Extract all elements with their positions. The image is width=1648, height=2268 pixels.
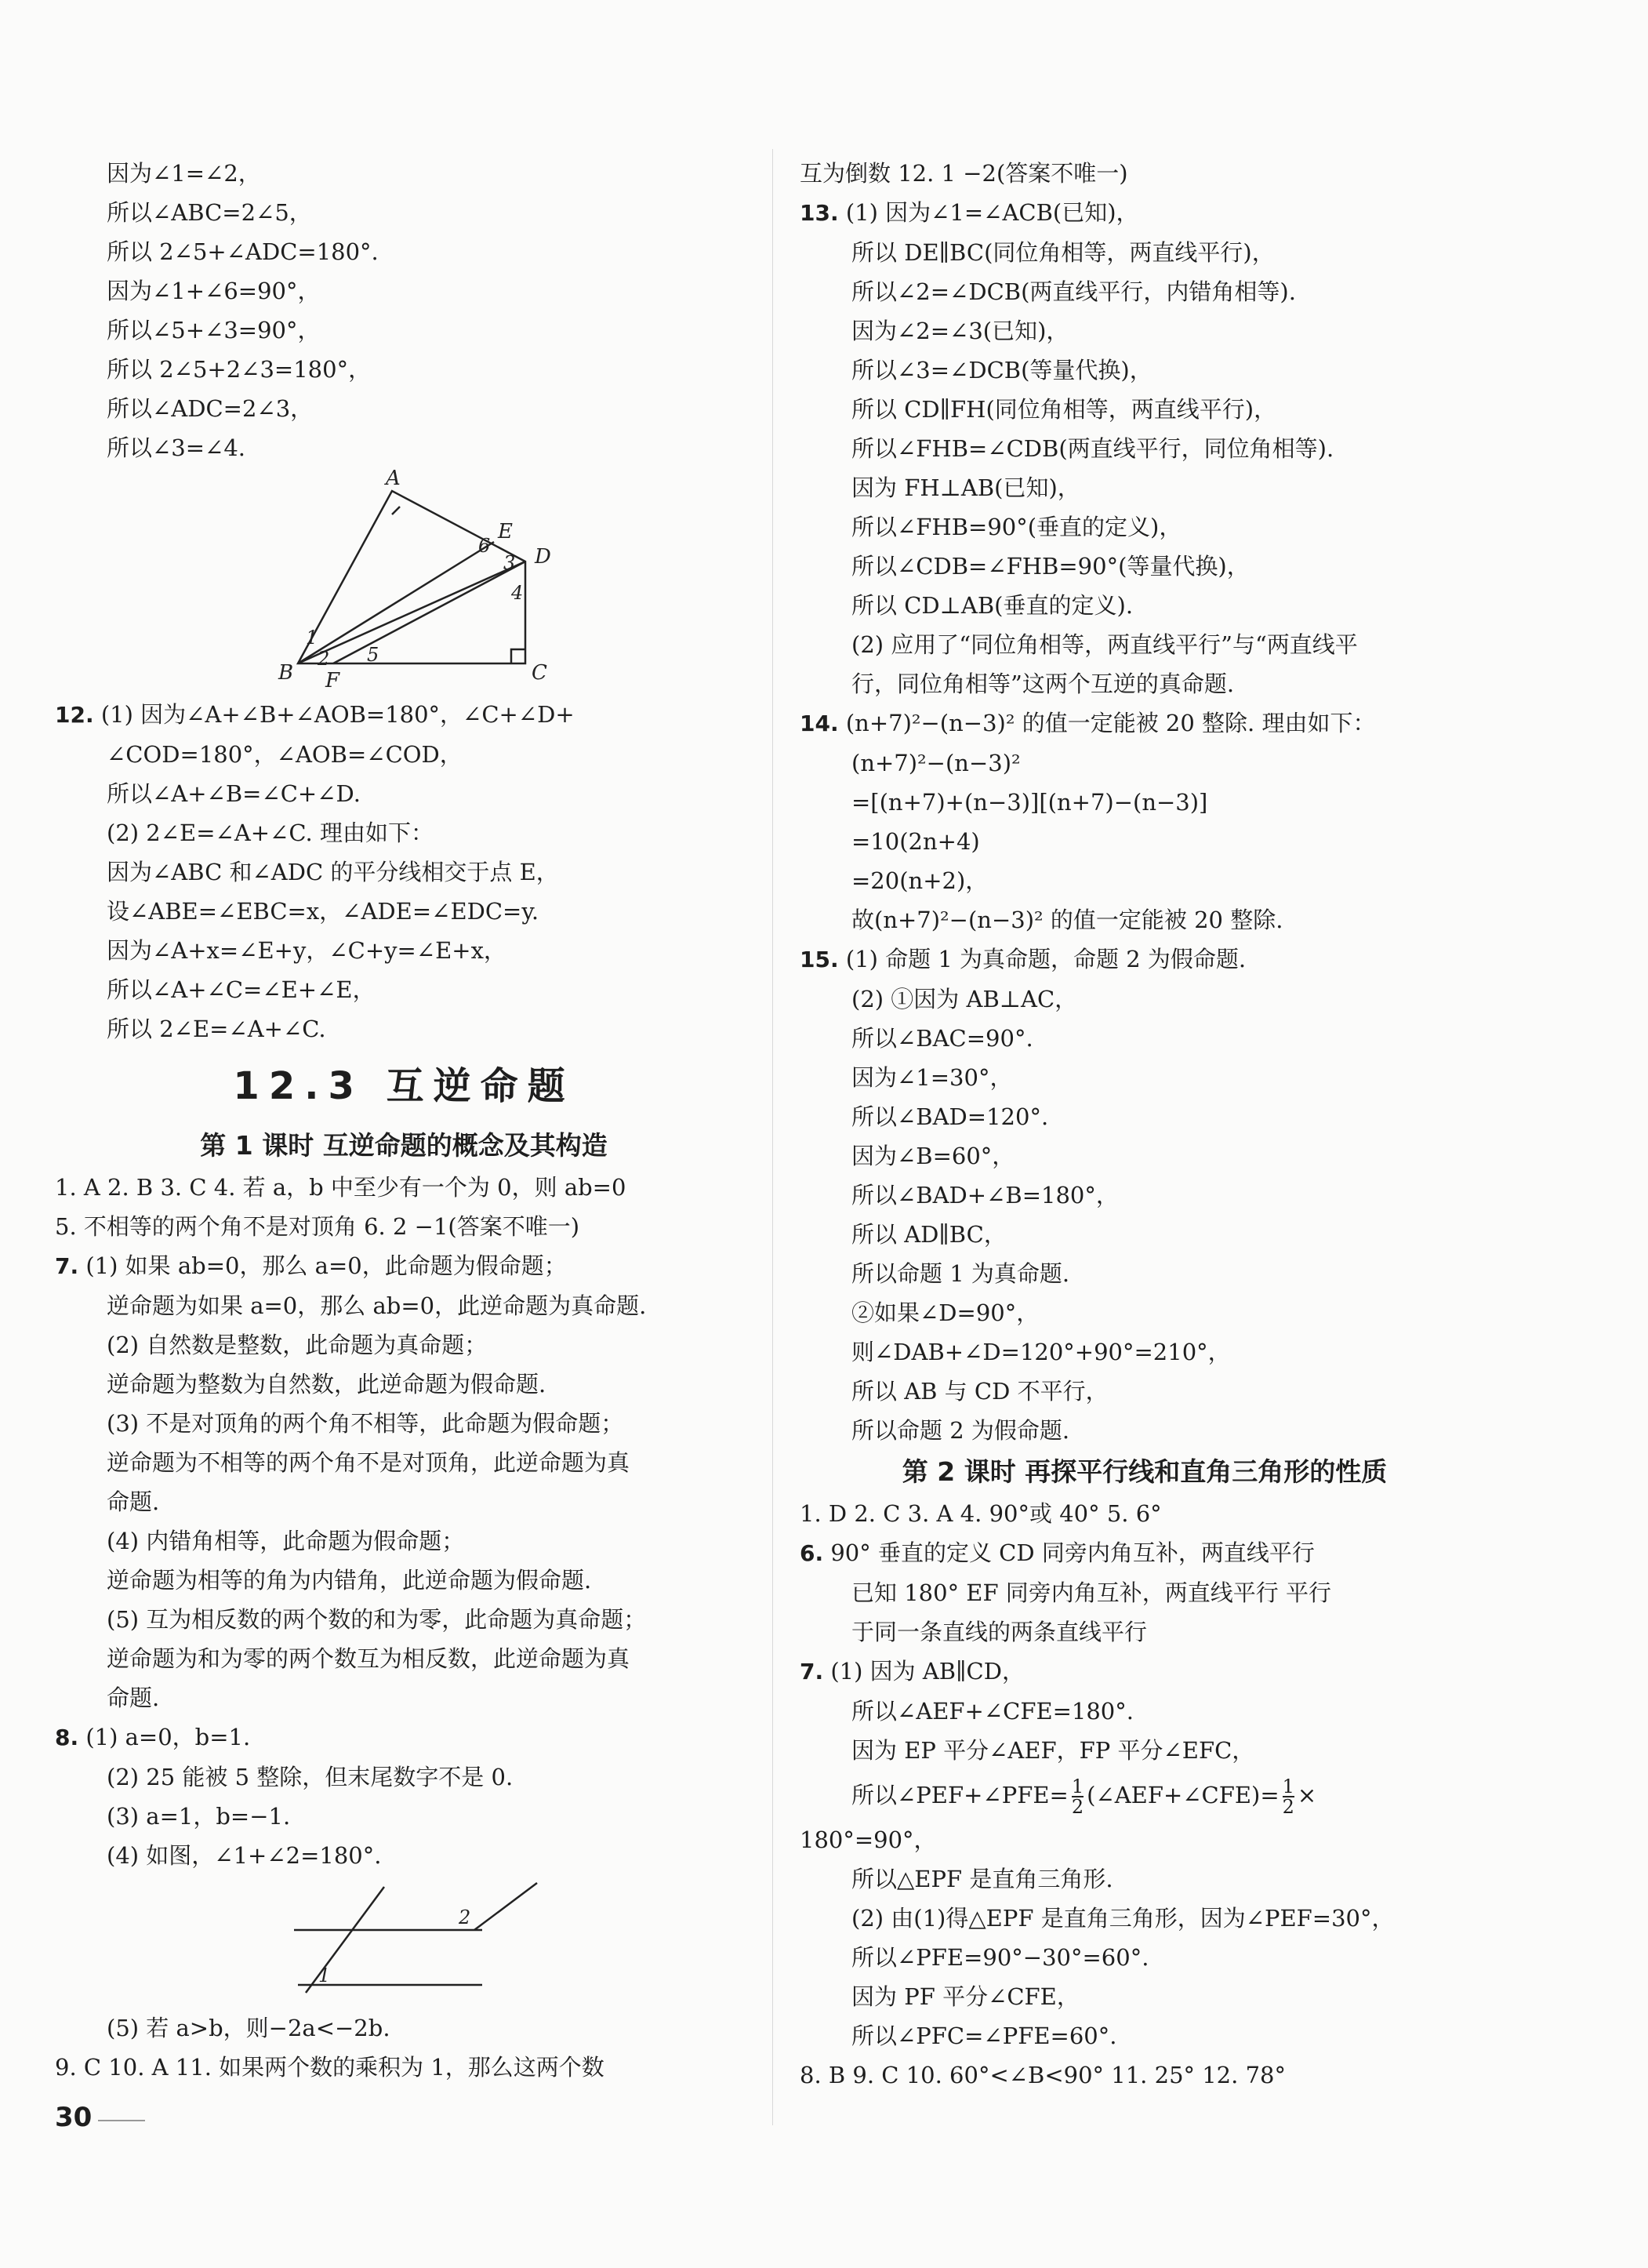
solution-line: 所以∠PFE=90°−30°=60°. bbox=[851, 1944, 1149, 1971]
solution-line: 所以∠BAC=90°. bbox=[851, 1025, 1033, 1052]
point-label-b: B bbox=[278, 661, 294, 685]
solution-line: 故(n+7)²−(n−3)² 的值一定能被 20 整除. bbox=[851, 907, 1283, 933]
angle-label-2: 2 bbox=[318, 648, 330, 670]
solution-line: 所以∠3=∠4. bbox=[107, 434, 246, 461]
page-number-dash bbox=[98, 2120, 145, 2121]
solution-line: 所以∠3=∠DCB(等量代换)， bbox=[851, 357, 1153, 383]
solution-line: 180°=90°， bbox=[800, 1826, 937, 1853]
question-number: 12. bbox=[55, 702, 94, 728]
fraction-denominator: 2 bbox=[1071, 1796, 1084, 1818]
solution-line: 因为∠A+x=∠E+y，∠C+y=∠E+x， bbox=[107, 937, 506, 964]
angle-label-1: 1 bbox=[318, 1965, 331, 1986]
solution-line: (2) ①因为 AB⊥AC， bbox=[851, 986, 1078, 1012]
question-number: 8. bbox=[55, 1725, 79, 1750]
solution-line: 所以∠PFC=∠PFE=60°. bbox=[851, 2023, 1117, 2049]
q7-solution bbox=[55, 1246, 753, 1717]
solution-line: 因为∠B=60°， bbox=[851, 1143, 1015, 1169]
q15-solution bbox=[800, 940, 1490, 1450]
solution-line: (3) 不是对顶角的两个角不相等，此命题为假命题； bbox=[107, 1410, 624, 1437]
lesson-title: 第 1 课时 互逆命题的概念及其构造 bbox=[200, 1130, 608, 1161]
solution-line: 逆命题为相等的角为内错角，此逆命题为假命题. bbox=[107, 1567, 592, 1594]
right-column bbox=[800, 154, 1490, 2095]
q8-solution bbox=[55, 1717, 753, 2048]
solution-line: (2) 自然数是整数，此命题为真命题； bbox=[107, 1332, 488, 1358]
solution-line: 逆命题为整数为自然数，此逆命题为假命题. bbox=[107, 1371, 546, 1398]
angle-label-1: 1 bbox=[306, 627, 318, 649]
answer-line: 9. C 10. A 11. 如果两个数的乘积为 1，那么这两个数 bbox=[55, 2054, 604, 2081]
solution-line: 所以∠FHB=∠CDB(两直线平行，同位角相等). bbox=[851, 435, 1334, 462]
question-number: 14. bbox=[800, 711, 839, 736]
answer-line: 1. A 2. B 3. C 4. 若 a，b 中至少有一个为 0，则 ab=0 bbox=[55, 1174, 626, 1201]
solution-line: (4) 内错角相等，此命题为假命题； bbox=[107, 1528, 465, 1554]
angle-label-5: 5 bbox=[367, 644, 379, 666]
solution-line: 所以∠CDB=∠FHB=90°(等量代换)， bbox=[851, 553, 1250, 580]
section-title: 12.3 互逆命题 bbox=[233, 1064, 575, 1108]
solution-line: 所以 AB 与 CD 不平行， bbox=[851, 1378, 1109, 1405]
solution-line: 90° 垂直的定义 CD 同旁内角互补，两直线平行 bbox=[830, 1539, 1315, 1566]
fraction-line bbox=[800, 1770, 1490, 1820]
solution-line: 因为 FH⊥AB(已知)， bbox=[851, 474, 1080, 501]
column-divider bbox=[772, 149, 773, 2125]
solution-line: (2) 应用了“同位角相等，两直线平行”与“两直线平 bbox=[851, 631, 1358, 658]
question-number: 7. bbox=[800, 1659, 824, 1685]
solution-line: (1) 命题 1 为真命题，命题 2 为假命题. bbox=[845, 946, 1247, 972]
geometry-figure-parallel-lines bbox=[55, 1875, 753, 2008]
fraction-line-mid: (∠AEF+∠CFE)= bbox=[1087, 1782, 1280, 1808]
answer-line: 8. B 9. C 10. 60°<∠B<90° 11. 25° 12. 78° bbox=[800, 2062, 1286, 2088]
solution-line: 所以∠ADC=2∠3， bbox=[107, 395, 314, 422]
solution-line: =20(n+2)， bbox=[851, 867, 989, 894]
fraction-half bbox=[1283, 1777, 1294, 1816]
solution-line: 行，同位角相等”这两个互逆的真命题. bbox=[851, 671, 1235, 697]
solution-line: (4) 如图，∠1+∠2=180°. bbox=[107, 1842, 382, 1869]
solution-line: 因为∠2=∠3(已知)， bbox=[851, 318, 1069, 344]
fraction-line-pre: 所以∠PEF+∠PFE= bbox=[851, 1782, 1069, 1808]
solution-line: 逆命题为如果 a=0，那么 ab=0，此逆命题为真命题. bbox=[107, 1292, 647, 1319]
question-number: 7. bbox=[55, 1253, 79, 1279]
solution-line: 逆命题为不相等的两个角不是对顶角，此逆命题为真 bbox=[107, 1449, 630, 1476]
solution-line: (1) a=0，b=1. bbox=[85, 1724, 251, 1750]
solution-line: 所以 2∠E=∠A+∠C. bbox=[107, 1016, 326, 1042]
angle-label-6: 6 bbox=[478, 535, 491, 557]
solution-line: ②如果∠D=90°， bbox=[851, 1299, 1040, 1326]
solution-line: 所以 DE∥BC(同位角相等，两直线平行)， bbox=[851, 239, 1275, 266]
solution-line: 已知 180° EF 同旁内角互补，两直线平行 平行 bbox=[851, 1579, 1332, 1606]
solution-line: 所以∠BAD=120°. bbox=[851, 1103, 1049, 1130]
solution-line: =[(n+7)+(n−3)][(n+7)−(n−3)] bbox=[851, 789, 1208, 816]
question-number: 6. bbox=[800, 1540, 824, 1566]
solution-line: 所以 2∠5+2∠3=180°， bbox=[107, 356, 372, 383]
fraction-line-post: × bbox=[1297, 1782, 1317, 1808]
solution-line: 逆命题为和为零的两个数互为相反数，此逆命题为真 bbox=[107, 1645, 630, 1672]
solution-line: 所以 2∠5+∠ADC=180°. bbox=[107, 238, 379, 265]
solution-line: =10(2n+4) bbox=[851, 828, 980, 855]
solution-line: 所以∠5+∠3=90°， bbox=[107, 317, 321, 343]
q13-solution bbox=[800, 193, 1490, 703]
solution-line: 所以∠FHB=90°(垂直的定义)， bbox=[851, 514, 1182, 540]
angle-label-2: 2 bbox=[459, 1906, 471, 1928]
solution-line: 因为∠1=30°， bbox=[851, 1064, 1013, 1091]
solution-line: (1) 如果 ab=0，那么 a=0，此命题为假命题； bbox=[85, 1252, 567, 1279]
solution-line: 所以∠ABC=2∠5， bbox=[107, 199, 312, 226]
q7-lesson2-solution bbox=[800, 1652, 1490, 2055]
solution-line: 于同一条直线的两条直线平行 bbox=[851, 1619, 1148, 1645]
solution-line: (1) 因为 AB∥CD， bbox=[830, 1658, 1025, 1685]
angle-label-4: 4 bbox=[511, 582, 524, 604]
solution-line: (5) 互为相反数的两个数的和为零，此命题为真命题； bbox=[107, 1606, 647, 1633]
solution-line: (n+7)²−(n−3)² 的值一定能被 20 整除. 理由如下： bbox=[845, 710, 1376, 736]
solution-line: 设∠ABE=∠EBC=x，∠ADE=∠EDC=y. bbox=[107, 898, 539, 925]
angle-label-3: 3 bbox=[503, 552, 516, 574]
solution-line: 所以∠AEF+∠CFE=180°. bbox=[851, 1698, 1134, 1725]
solution-line: 所以 AD∥BC， bbox=[851, 1221, 1007, 1248]
point-label-d: D bbox=[535, 545, 551, 569]
q14-solution bbox=[800, 703, 1490, 940]
solution-line: 所以∠A+∠B=∠C+∠D. bbox=[107, 780, 361, 807]
solution-line: 命题. bbox=[107, 1685, 160, 1711]
solution-line: (5) 若 a>b，则−2a<−2b. bbox=[107, 2015, 390, 2041]
solution-line: (2) 2∠E=∠A+∠C. 理由如下： bbox=[107, 820, 434, 846]
solution-line: 则∠DAB+∠D=120°+90°=210°， bbox=[851, 1339, 1231, 1365]
solution-line: 所以命题 1 为真命题. bbox=[851, 1260, 1070, 1287]
solution-line: (1) 因为∠A+∠B+∠AOB=180°，∠C+∠D+ bbox=[100, 701, 575, 728]
lesson-title: 第 2 课时 再探平行线和直角三角形的性质 bbox=[902, 1456, 1388, 1487]
fraction-half bbox=[1072, 1777, 1084, 1816]
solution-line: (1) 因为∠1=∠ACB(已知)， bbox=[845, 199, 1139, 226]
fraction-numerator: 1 bbox=[1071, 1776, 1084, 1797]
solution-line: ∠COD=180°，∠AOB=∠COD， bbox=[107, 741, 463, 768]
answer-line: 1. D 2. C 3. A 4. 90°或 40° 5. 6° bbox=[800, 1500, 1162, 1527]
solution-line: (3) a=1，b=−1. bbox=[107, 1803, 291, 1830]
question-number: 15. bbox=[800, 947, 839, 972]
solution-line: 因为∠1=∠2， bbox=[107, 160, 261, 187]
solution-line: 因为∠ABC 和∠ADC 的平分线相交于点 E， bbox=[107, 859, 559, 885]
solution-line: 所以∠A+∠C=∠E+∠E， bbox=[107, 976, 376, 1003]
solution-line: 所以 CD⊥AB(垂直的定义). bbox=[851, 592, 1134, 619]
point-label-f: F bbox=[325, 669, 340, 692]
solution-line: 所以 CD∥FH(同位角相等，两直线平行)， bbox=[851, 396, 1277, 423]
solution-line: (2) 由(1)得△EPF 是直角三角形，因为∠PEF=30°， bbox=[851, 1905, 1395, 1932]
solution-line: 因为 PF 平分∠CFE， bbox=[851, 1983, 1080, 2010]
q11-solution-continued bbox=[55, 154, 753, 467]
solution-line: 因为 EP 平分∠AEF，FP 平分∠EFC， bbox=[851, 1737, 1255, 1764]
q12-solution bbox=[55, 695, 753, 1049]
answer-line: 互为倒数 12. 1 −2(答案不唯一) bbox=[800, 160, 1128, 187]
page-number: 30 bbox=[55, 2102, 93, 2133]
solution-line: 命题. bbox=[107, 1488, 160, 1515]
solution-line: 所以△EPF 是直角三角形. bbox=[851, 1866, 1113, 1892]
solution-line: 所以∠2=∠DCB(两直线平行，内错角相等). bbox=[851, 278, 1296, 305]
solution-line: (2) 25 能被 5 整除，但末尾数字不是 0. bbox=[107, 1764, 514, 1790]
point-label-e: E bbox=[498, 520, 513, 543]
solution-line: 因为∠1+∠6=90°， bbox=[107, 278, 321, 304]
answer-line: 5. 不相等的两个角不是对顶角 6. 2 −1(答案不唯一) bbox=[55, 1213, 580, 1240]
solution-line: (n+7)²−(n−3)² bbox=[851, 750, 1021, 776]
point-label-c: C bbox=[532, 661, 547, 685]
solution-line: 所以∠BAD+∠B=180°， bbox=[851, 1182, 1119, 1209]
solution-line: 所以命题 2 为假命题. bbox=[851, 1417, 1070, 1444]
question-number: 13. bbox=[800, 200, 839, 226]
point-label-a: A bbox=[386, 467, 401, 490]
geometry-figure-quadrilateral bbox=[55, 467, 753, 695]
fraction-denominator: 2 bbox=[1282, 1796, 1294, 1818]
fraction-numerator: 1 bbox=[1282, 1776, 1294, 1797]
q6-answer bbox=[800, 1533, 1490, 1652]
left-column bbox=[55, 154, 753, 2087]
